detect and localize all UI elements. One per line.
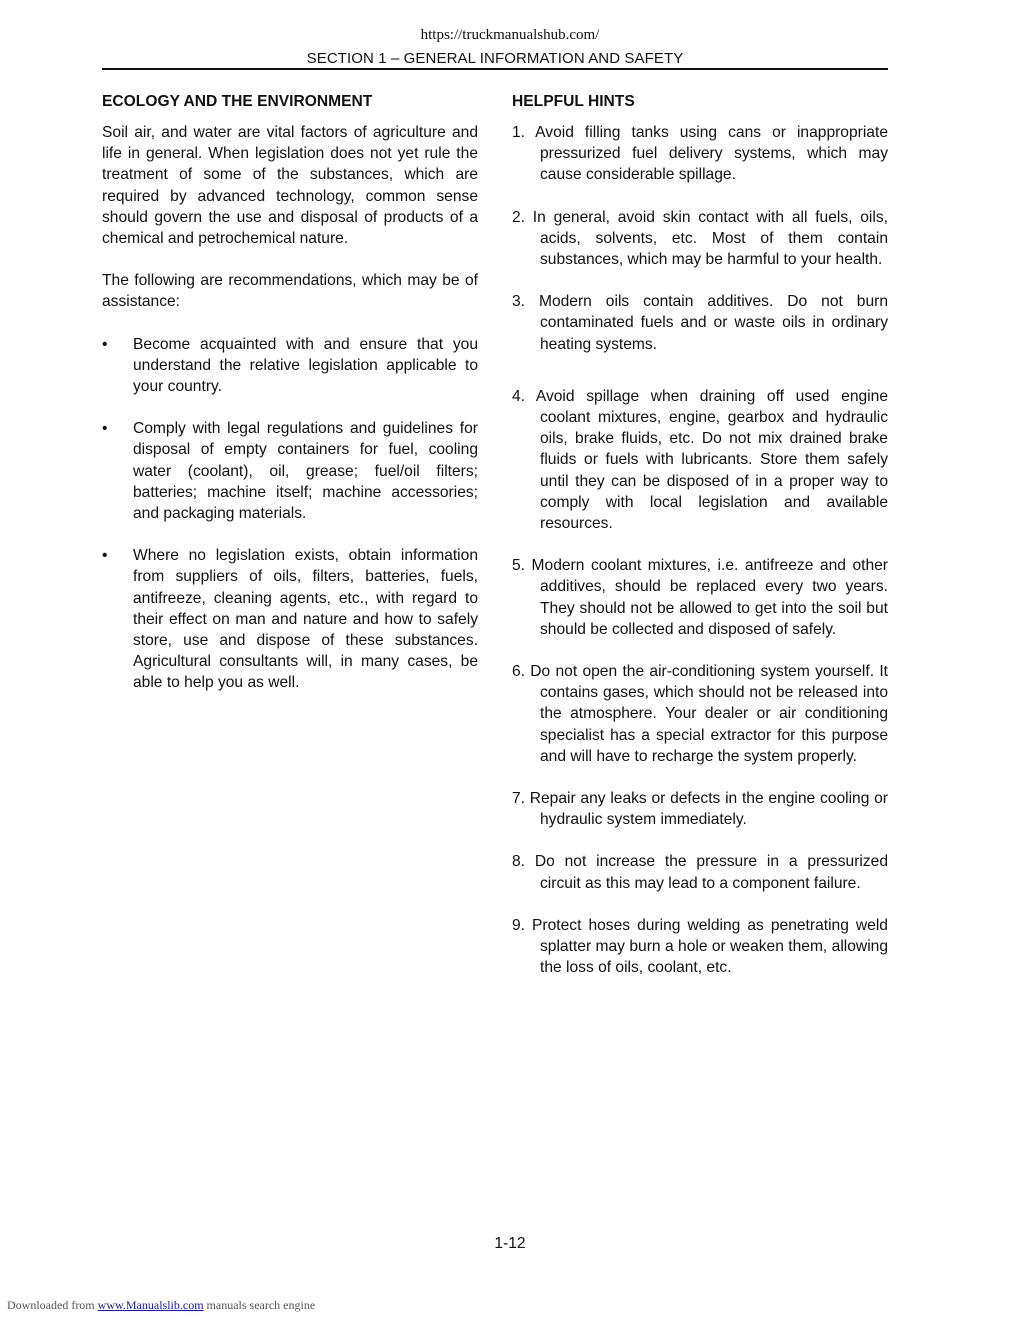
footer-suffix: manuals search engine [206, 1298, 316, 1312]
page-number: 1-12 [494, 1235, 526, 1252]
list-item: 2. In general, avoid skin contact with all fuels, oils, acids, solvents, etc. Most of them contain substances, which may be harmful to your health. [512, 208, 888, 269]
manualslib-link[interactable]: www.Manualslib.com [97, 1298, 204, 1312]
bullet-text: Comply with legal regulations and guidelines for disposal of empty containers for fuel, cooling water (coolant), oil, grease; fuel/oil filters; batteries; machine itself; machine accessories; and packaging materials. [133, 420, 478, 523]
bullet-mark: • [102, 547, 108, 565]
ecology-column [102, 93, 478, 715]
list-item: 5. Modern coolant mixtures, i.e. antifreeze and other additives, should be replaced every two years. They should not be allowed to get into the soil but should be collected and disposed of safely. [512, 557, 888, 638]
hints-column [512, 93, 888, 1000]
list-item: 8. Do not increase the pressure in a pressurized circuit as this may lead to a component failure. [512, 853, 888, 892]
list-item: 1. Avoid filling tanks using cans or inappropriate pressurized fuel delivery systems, which may cause considerable spillage. [512, 124, 888, 184]
bullet-text: Where no legislation exists, obtain information from suppliers of oils, filters, batteries, fuels, antifreeze, cleaning agents, etc., with regard to their effect on man and nature and how to safely store, use and dispose of these substances. Agricultural consultants will, in many cases, be able to help you as well. [133, 547, 478, 692]
bullet-text: Become acquainted with and ensure that you understand the relative legislation applicable to your country. [133, 335, 478, 396]
hints-list [512, 122, 888, 979]
bullet-mark: • [102, 420, 108, 438]
list-item: 6. Do not open the air-conditioning system yourself. It contains gases, which should not be released into the atmosphere. Your dealer or air conditioning specialist has a special extractor for this purpose and will have to recharge the system properly. [512, 663, 888, 765]
list-item: 7. Repair any leaks or defects in the engine cooling or hydraulic system immediately. [512, 790, 888, 829]
section-title: SECTION 1 – GENERAL INFORMATION AND SAFETY [102, 50, 888, 70]
ecology-heading: ECOLOGY AND THE ENVIRONMENT [102, 93, 373, 110]
footer-prefix: Downloaded from [7, 1298, 95, 1312]
list-item: 9. Protect hoses during welding as penetrating weld splatter may burn a hole or weaken them, allowing the loss of oils, coolant, etc. [512, 916, 888, 977]
list-item: 3. Modern oils contain additives. Do not burn contaminated fuels and or waste oils in ordinary heating systems. [512, 293, 888, 353]
ecology-intro-paragraph: Soil air, and water are vital factors of agriculture and life in general. When legislation does not yet rule the treatment of some of the substances, which are required by advanced technology, common sense should govern the use and disposal of products of a chemical and petrochemical nature. [102, 124, 478, 248]
download-footer [7, 1298, 315, 1313]
source-url: https://truckmanualshub.com/ [420, 27, 600, 43]
list-item [102, 418, 478, 524]
list-item [102, 545, 478, 693]
list-item [102, 334, 478, 398]
recommendations-intro: The following are recommendations, which may be of assistance: [102, 272, 478, 311]
bullet-mark: • [102, 335, 108, 353]
hints-heading: HELPFUL HINTS [512, 93, 635, 110]
list-item: 4. Avoid spillage when draining off used engine coolant mixtures, engine, gearbox and hydraulic oils, brake fluids, etc. Do not mix drained brake fluids or fuels with lubricants. Store them safely until they can be disposed of in a proper way to comply with local legislation and available resources. [512, 387, 888, 533]
recommendations-list [102, 334, 478, 694]
